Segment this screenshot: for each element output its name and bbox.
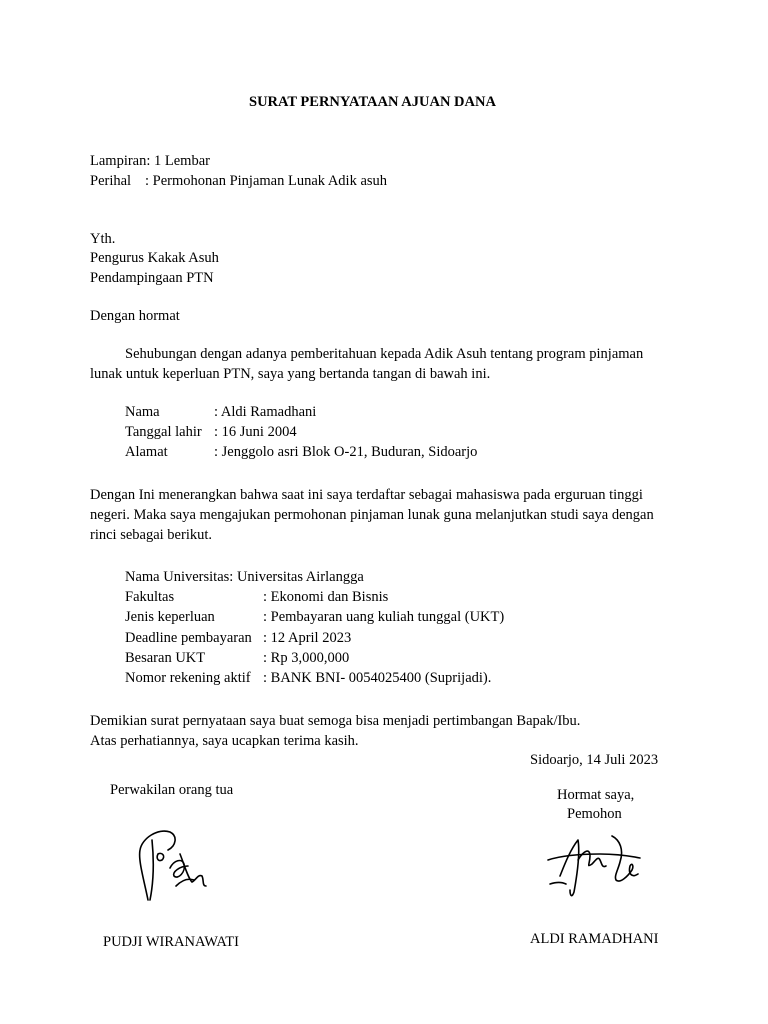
- perihal-value: : Permohonan Pinjaman Lunak Adik asuh: [145, 173, 388, 189]
- detail-value-besaran-ukt: : Rp 3,000,000: [263, 650, 350, 666]
- identity-value-nama: : Aldi Ramadhani: [214, 404, 317, 420]
- detail-value-jenis-keperluan: : Pembayaran uang kuliah tunggal (UKT): [263, 609, 505, 625]
- identity-label-tanggal-lahir: Tanggal lahir: [125, 424, 202, 440]
- place-date: Sidoarjo, 14 Juli 2023: [530, 752, 659, 768]
- closing-line-2: Atas perhatiannya, saya ucapkan terima kasih.: [90, 733, 359, 749]
- lampiran-line: Lampiran: 1 Lembar: [90, 153, 210, 169]
- left-signatory-caption: Perwakilan orang tua: [110, 782, 234, 798]
- recipient-yth: Yth.: [90, 231, 116, 247]
- salutation: Dengan hormat: [90, 308, 180, 324]
- recipient-name: Pengurus Kakak Asuh: [90, 250, 219, 266]
- right-signature-image: [540, 826, 650, 906]
- perihal-label: Perihal: [90, 173, 132, 189]
- statement-line-2: negeri. Maka saya mengajukan permohonan pinjaman lunak guna melanjutkan studi saya dengan: [90, 507, 654, 523]
- closing-line-1: Demikian surat pernyataan saya buat semoga bisa menjadi pertimbangan Bapak/Ibu.: [90, 713, 581, 729]
- identity-value-alamat: : Jenggolo asri Blok O-21, Buduran, Sidoarjo: [214, 444, 478, 460]
- statement-line-1: Dengan Ini menerangkan bahwa saat ini saya terdaftar sebagai mahasiswa pada erguruan tinggi: [90, 487, 643, 503]
- left-signatory-name: PUDJI WIRANAWATI: [103, 934, 239, 950]
- detail-label-deadline: Deadline pembayaran: [125, 630, 252, 646]
- detail-value-deadline: : 12 April 2023: [263, 630, 352, 646]
- right-signatory-caption-1: Hormat saya,: [557, 787, 635, 803]
- document-title: SURAT PERNYATAAN AJUAN DANA: [249, 94, 496, 110]
- detail-value-fakultas: : Ekonomi dan Bisnis: [263, 589, 389, 605]
- intro-line-2: lunak untuk keperluan PTN, saya yang bertanda tangan di bawah ini.: [90, 366, 491, 382]
- detail-value-nomor-rekening: : BANK BNI- 0054025400 (Suprijadi).: [263, 670, 492, 686]
- left-signature-image: [118, 820, 218, 910]
- detail-university: Nama Universitas: Universitas Airlangga: [125, 569, 364, 585]
- intro-line-1: Sehubungan dengan adanya pemberitahuan kepada Adik Asuh tentang program pinjaman: [125, 346, 644, 362]
- identity-label-nama: Nama: [125, 404, 160, 420]
- detail-label-fakultas: Fakultas: [125, 589, 175, 605]
- identity-value-tanggal-lahir: : 16 Juni 2004: [214, 424, 297, 440]
- right-signatory-caption-2: Pemohon: [567, 806, 622, 822]
- right-signatory-name: ALDI RAMADHANI: [530, 931, 659, 947]
- statement-line-3: rinci sebagai berikut.: [90, 527, 212, 543]
- recipient-unit: Pendampingaan PTN: [90, 270, 214, 286]
- detail-label-besaran-ukt: Besaran UKT: [125, 650, 206, 666]
- detail-label-jenis-keperluan: Jenis keperluan: [125, 609, 215, 625]
- identity-label-alamat: Alamat: [125, 444, 168, 460]
- detail-label-nomor-rekening: Nomor rekening aktif: [125, 670, 251, 686]
